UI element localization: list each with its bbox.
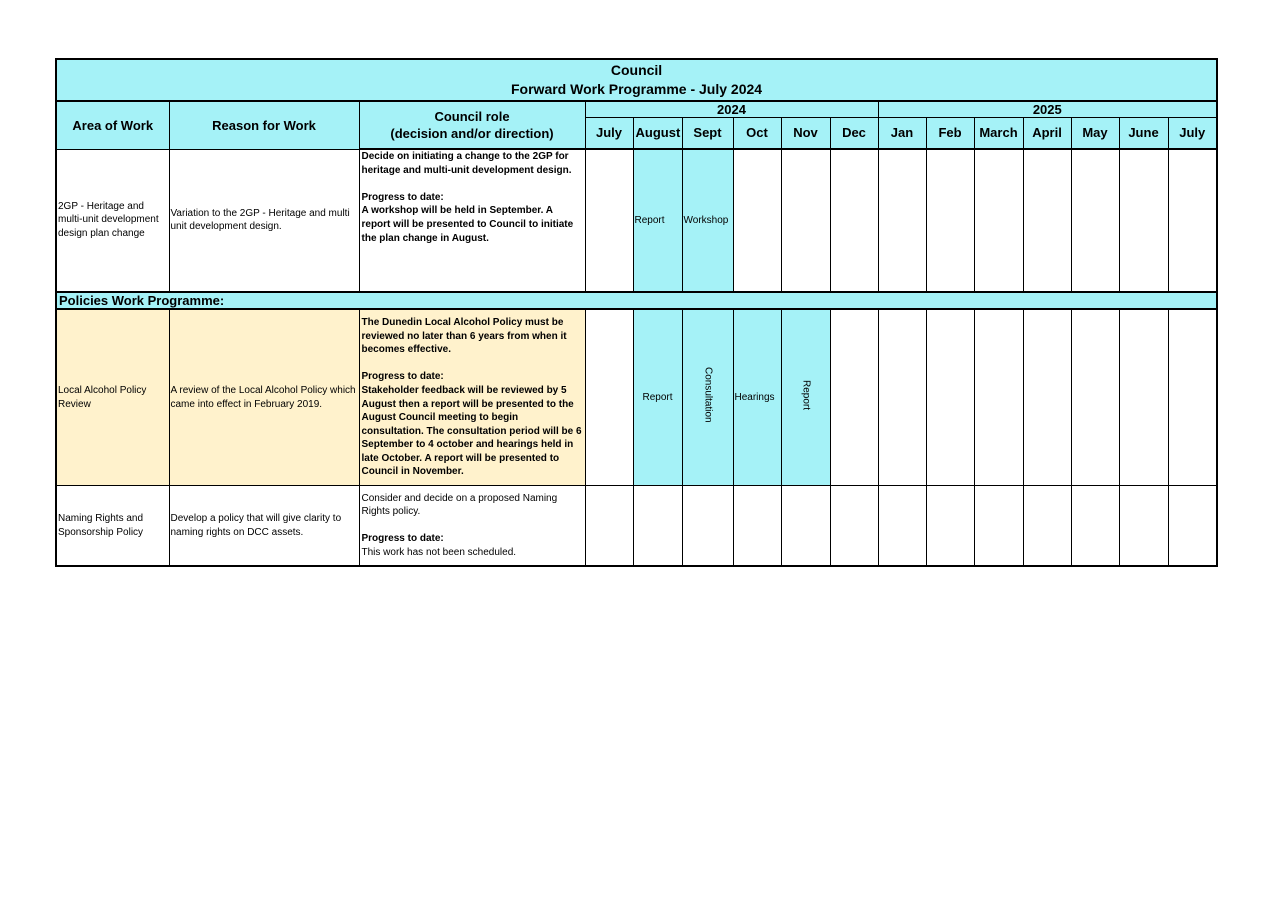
schedule-cell [1023, 149, 1071, 292]
forward-work-programme-table [55, 58, 1218, 567]
schedule-cell [830, 309, 878, 486]
title-line1: Council [610, 62, 663, 78]
schedule-cell [1023, 486, 1071, 567]
section-row [56, 292, 1217, 309]
schedule-cell [926, 486, 974, 567]
schedule-cell: Workshop [682, 149, 733, 292]
header-role-line2: (decision and/or direction) [390, 126, 554, 141]
month-header: June [1119, 118, 1168, 150]
reason-cell: A review of the Local Alcohol Policy which came into effect in February 2019. [169, 309, 359, 486]
month-header: Oct [733, 118, 781, 150]
schedule-cell [926, 309, 974, 486]
month-header: Nov [781, 118, 830, 150]
table-row [56, 309, 1217, 486]
council-role-cell [359, 486, 585, 567]
schedule-cell [781, 149, 830, 292]
schedule-cell [830, 486, 878, 567]
schedule-cell-vertical-label: Report [800, 380, 812, 411]
schedule-cell [733, 149, 781, 292]
table-row [56, 149, 1217, 292]
schedule-cell [682, 486, 733, 567]
area-cell: 2GP - Heritage and multi-unit development design plan change [56, 149, 169, 292]
role-intro: Decide on initiating a change to the 2GP for heritage and multi-unit development design. [361, 151, 572, 176]
progress-label: Progress to date: [361, 533, 444, 545]
council-role-cell [359, 149, 585, 292]
schedule-cell [733, 486, 781, 567]
council-role-cell [359, 309, 585, 486]
table-title [56, 59, 1217, 101]
month-header: May [1071, 118, 1119, 150]
role-intro: Consider and decide on a proposed Naming Rights policy. [361, 492, 558, 518]
schedule-cell [1071, 486, 1119, 567]
schedule-cell [682, 309, 733, 486]
schedule-cell [633, 486, 682, 567]
section-heading: Policies Work Programme: [56, 292, 1217, 309]
schedule-cell: Report [633, 309, 682, 486]
schedule-cell: Report [633, 149, 682, 292]
title-line2: Forward Work Programme - July 2024 [511, 81, 763, 97]
schedule-cell [585, 309, 633, 486]
progress-label: Progress to date: [361, 191, 444, 203]
progress-label: Progress to date: [361, 371, 444, 383]
month-header: Sept [682, 118, 733, 150]
schedule-cell [781, 309, 830, 486]
schedule-cell [1023, 309, 1071, 486]
progress-text: A workshop will be held in September. A report will be presented to Council to initiate the plan change in August. [361, 205, 574, 244]
progress-text: This work has not been scheduled. [361, 546, 517, 558]
schedule-cell [1119, 149, 1168, 292]
schedule-cell [585, 486, 633, 567]
header-year-2024: 2024 [585, 101, 878, 118]
progress-text: Stakeholder feedback will be reviewed by 5 August then a report will be presented to the August Council meeting to begin consultation. The consultation period will be 6 September to 4 october and hearings held in late October. A report will be presented to Council in November. [361, 384, 582, 478]
month-header: March [974, 118, 1023, 150]
month-header: August [633, 118, 682, 150]
header-role-line1: Council role [434, 109, 510, 124]
schedule-cell [974, 149, 1023, 292]
schedule-cell [1071, 149, 1119, 292]
schedule-cell [1168, 486, 1217, 567]
schedule-cell [830, 149, 878, 292]
schedule-cell [1119, 486, 1168, 567]
role-intro: The Dunedin Local Alcohol Policy must be reviewed no later than 6 years from when it becomes effective. [361, 316, 567, 356]
area-cell: Local Alcohol Policy Review [56, 309, 169, 486]
schedule-cell [878, 486, 926, 567]
header-area: Area of Work [56, 101, 169, 149]
schedule-cell [974, 309, 1023, 486]
header-year-2025: 2025 [878, 101, 1217, 118]
schedule-cell [878, 149, 926, 292]
table-row [56, 486, 1217, 567]
schedule-cell [1119, 309, 1168, 486]
month-header: Dec [830, 118, 878, 150]
schedule-cell [1168, 309, 1217, 486]
schedule-cell [974, 486, 1023, 567]
schedule-cell [1168, 149, 1217, 292]
schedule-cell [1071, 309, 1119, 486]
header-reason: Reason for Work [169, 101, 359, 149]
month-header: July [585, 118, 633, 150]
area-cell: Naming Rights and Sponsorship Policy [56, 486, 169, 567]
month-header: July [1168, 118, 1217, 150]
schedule-cell [585, 149, 633, 292]
schedule-cell [878, 309, 926, 486]
header-council-role [359, 101, 585, 149]
reason-cell: Develop a policy that will give clarity to naming rights on DCC assets. [169, 486, 359, 567]
schedule-cell [926, 149, 974, 292]
schedule-cell [781, 486, 830, 567]
month-header: Jan [878, 118, 926, 150]
reason-cell: Variation to the 2GP - Heritage and multi unit development design. [169, 149, 359, 292]
schedule-cell: Hearings [733, 309, 781, 486]
schedule-cell-vertical-label: Consultation [702, 367, 714, 423]
month-header: Feb [926, 118, 974, 150]
month-header: April [1023, 118, 1071, 150]
